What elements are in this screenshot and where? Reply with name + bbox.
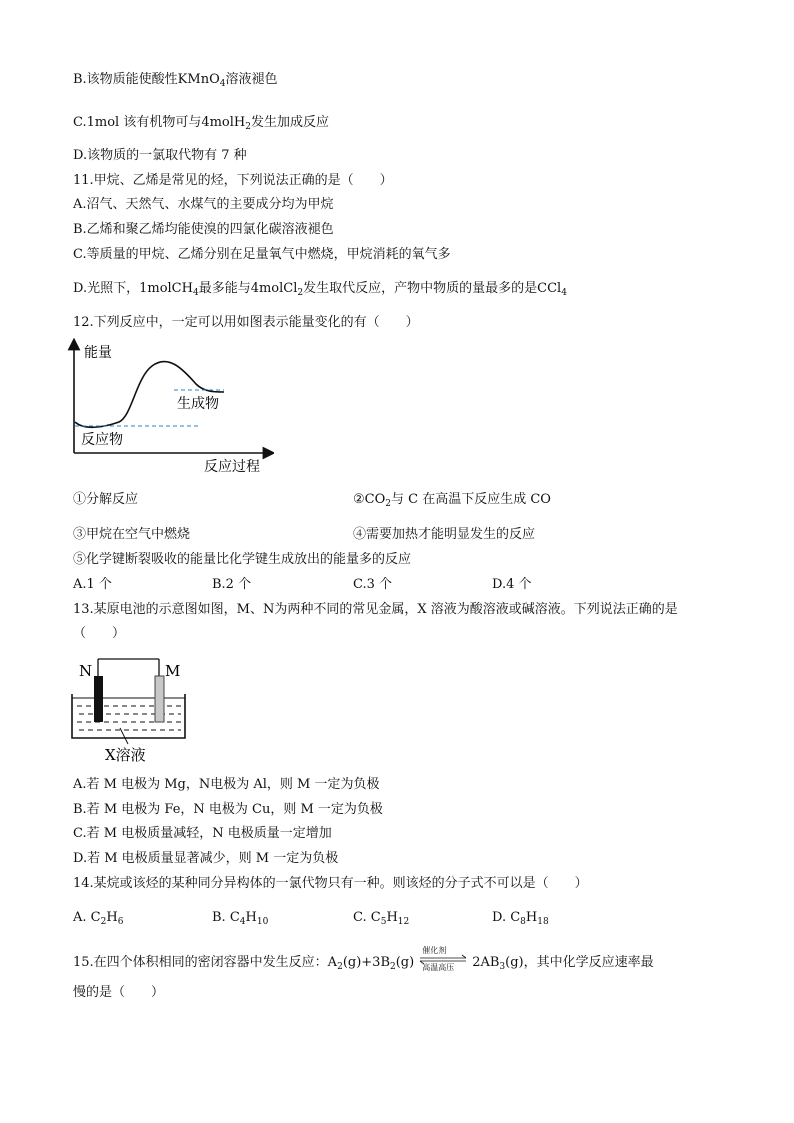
q10-option-b-tail: 溶液褪色 [225,72,278,87]
q13-stem-cont: （ ） [73,626,126,641]
q11-option-d-text-3: 发生取代反应，产物中物质的量最多的是CCl [303,281,562,296]
q13-option-c: C.若 M 电极质量减轻，N 电极质量一定增加 [73,826,332,841]
subscript: 4 [239,917,246,927]
reactant-label: 反应物 [81,432,123,448]
q10-option-b-text: B.该物质能使酸性KMnO [73,72,220,87]
q10-option-c-text: C.1mol 该有机物可与4molH [73,115,246,130]
q12-item-4: ④需要加热才能明显发生的反应 [353,527,536,542]
q12-option-a: A.1 个 [73,577,112,592]
q12-stem: 12.下列反应中，一定可以用如图表示能量变化的有（ ） [73,315,419,330]
formula-text: H [106,910,118,925]
solution-label: X溶液 [105,746,146,764]
subscript: 18 [537,917,549,927]
q12-item-2-text: ②CO [353,492,386,507]
q12-item-1: ①分解反应 [73,492,139,507]
q15-text: (g)+3B [342,955,390,970]
subscript: 10 [256,917,269,927]
subscript: 2 [390,962,396,972]
q10-option-b [73,71,278,89]
subscript: 8 [520,917,526,927]
subscript: 2 [385,499,391,509]
q11-option-d [73,280,567,298]
subscript: 4 [192,288,199,298]
subscript: 2 [245,122,251,132]
q14-option-d [492,909,549,927]
q15-text: (g) [395,955,415,970]
y-axis-label: 能量 [84,345,112,361]
q13-option-d: D.若 M 电极质量显著减少，则 M 一定为负极 [73,851,339,866]
reversible-arrow [418,946,468,972]
q14-option-b [212,909,268,927]
formula-text: B. C [212,910,240,925]
reaction-condition-bottom: 高温高压 [422,963,455,972]
q12-option-b: B.2 个 [212,577,252,592]
formula-text: H [386,910,398,925]
subscript: 3 [499,962,506,972]
subscript: 2 [337,962,343,972]
subscript: 4 [561,288,567,298]
beaker [72,694,185,738]
q11-option-b: B.乙烯和聚乙烯均能使溴的四氯化碳溶液褪色 [73,222,334,237]
q14-stem: 14.某烷或该烃的某种同分异构体的一氯代物只有一种。则该烃的分子式不可以是（ ） [73,876,588,891]
q12-item-5: ⑤化学键断裂吸收的能量比化学键生成放出的能量多的反应 [73,552,412,567]
q14-option-c [353,909,409,927]
electrode-m [155,676,164,722]
q13-stem: 13.某原电池的示意图如图，M、N为两种不同的常见金属，X 溶液为酸溶液或碱溶液。下列说法正确的是 [73,602,678,617]
formula-text: A. C [73,910,101,925]
subscript: 6 [117,917,124,927]
q12-item-2-tail: 与 C 在高温下反应生成 CO [391,492,551,507]
q15-text: 2AB [472,955,500,970]
q11-option-d-text-2: 最多能与4molCl [198,281,298,296]
q10-option-c [73,114,329,132]
q14-option-a [73,909,123,927]
q15-stem [73,946,654,972]
q11-option-a: A.沼气、天然气、水煤气的主要成分均为甲烷 [73,197,334,212]
q11-option-d-text: D.光照下，1molCH [73,281,193,296]
formula-text: D. C [492,910,521,925]
q11-option-c: C.等质量的甲烷、乙烯分别在足量氧气中燃烧，甲烷消耗的氧气多 [73,247,451,262]
q12-item-2 [353,491,551,509]
q12-item-3: ③甲烷在空气中燃烧 [73,527,191,542]
galvanic-cell-diagram [64,652,194,767]
q12-option-c: C.3 个 [353,577,393,592]
q15-text: (g)，其中化学反应速率最 [505,955,654,970]
q10-option-c-tail: 发生加成反应 [251,115,330,130]
q15-stem-cont: 慢的是（ ） [73,985,165,1000]
q11-stem: 11.甲烷、乙烯是常见的烃，下列说法正确的是（ ） [73,173,393,188]
electrode-n-label: N [79,662,93,680]
energy-curve [75,361,224,427]
x-axis-label: 反应过程 [204,459,260,475]
q15-text: 15.在四个体积相同的密闭容器中发生反应：A [73,955,338,970]
q13-option-a: A.若 M 电极为 Mg，N电极为 Al，则 M 一定为负极 [73,777,380,792]
subscript: 12 [397,917,410,927]
electrode-n [94,676,103,722]
energy-diagram [64,338,274,478]
formula-text: H [525,910,538,925]
formula-text: C. C [353,910,381,925]
electrode-m-label: M [165,662,181,680]
solution-dashes [77,706,181,730]
q10-option-d: D.该物质的一氯取代物有 7 种 [73,148,247,163]
subscript: 4 [219,79,226,89]
subscript: 2 [100,917,107,927]
q13-option-b: B.若 M 电极为 Fe，N 电极为 Cu，则 M 一定为负极 [73,802,383,817]
subscript: 2 [297,288,304,298]
reaction-condition-top: 催化剂 [422,946,447,955]
product-label: 生成物 [177,396,219,412]
q12-option-d: D.4 个 [492,577,532,592]
subscript: 5 [380,917,387,927]
formula-text: H [245,910,257,925]
